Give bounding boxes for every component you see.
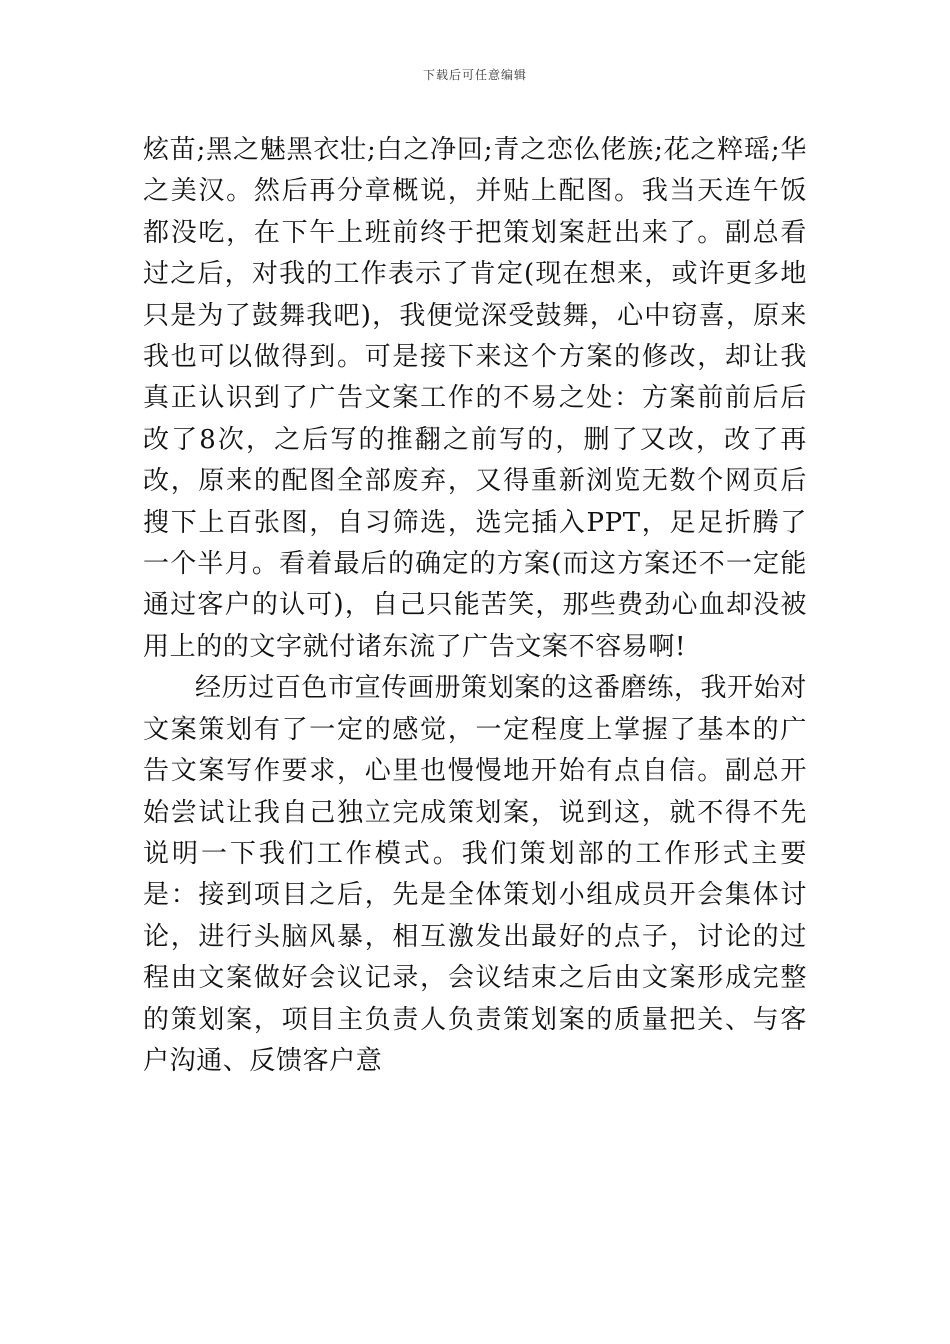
paragraph-2: 经历过百色市宣传画册策划案的这番磨练，我开始对文案策划有了一定的感觉，一定程度上掌握了基本的广告文案写作要求，心里也慢慢地开始有点自信。副总开始尝试让我自己独立完成策划案，说到这，就不得不先说明一下我们工作模式。我们策划部的工作形式主要是：接到项目之后，先是全体策划小组成员开会集体讨论，进行头脑风暴，相互激发出最好的点子，讨论的过程由文案做好会议记录，会议结束之后由文案形成完整的策划案，项目主负责人负责策划案的质量把关、与客户沟通、反馈客户意: [143, 673, 807, 1076]
paragraph-1: 炫苗;黑之魅黑衣壮;白之净回;青之恋仫佬族;花之粹瑶;华之美汉。然后再分章概说，并贴上配图。我当天连午饭都没吃，在下午上班前终于把策划案赶出来了。副总看过之后，对我的工作表示了肯定(现在想来，或许更多地只是为了鼓舞我吧)，我便觉深受鼓舞，心中窃喜，原来我也可以做得到。可是接下来这个方案的修改，却让我真正认识到了广告文案工作的不易之处：方案前前后后改了8次，之后写的推翻之前写的，删了又改，改了再改，原来的配图全部废弃，又得重新浏览无数个网页后搜下上百张图，自习筛选，选完插入PPT，足足折腾了一个半月。看着最后的确定的方案(而这方案还不一定能通过客户的认可)，自己只能苦笑，那些费劲心血却没被用上的的文字就付诸东流了广告文案不容易啊!: [143, 135, 807, 662]
document-body: [143, 130, 807, 1082]
page-header: 下载后可任意编辑: [422, 68, 527, 82]
